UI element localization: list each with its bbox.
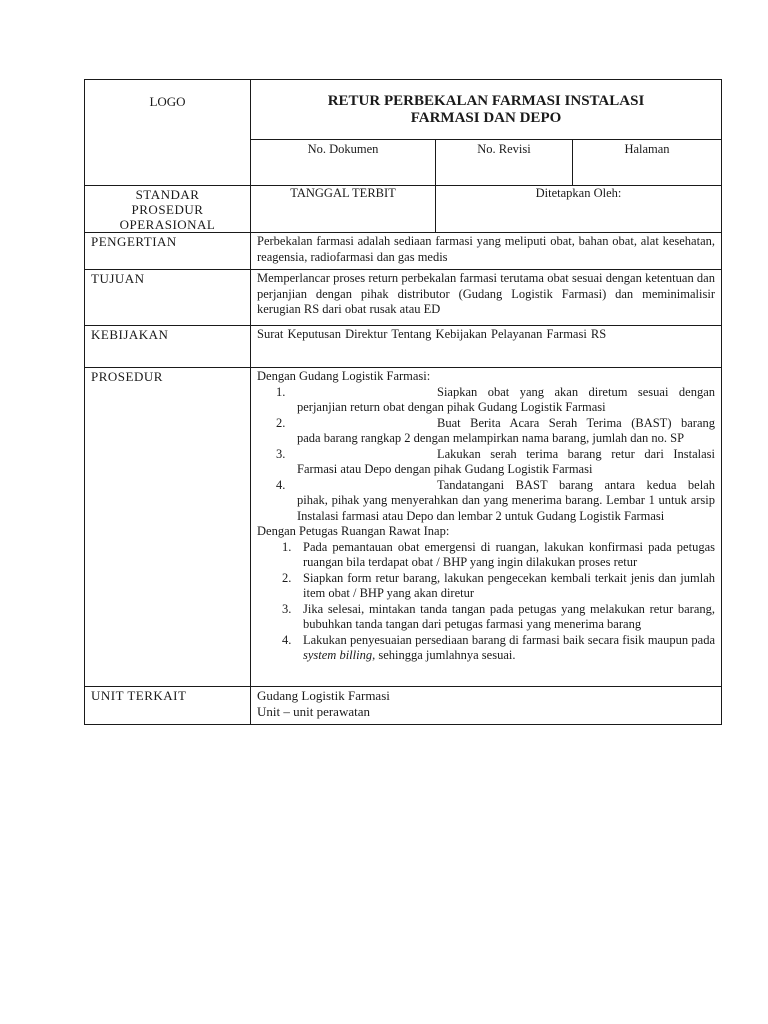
step-text-after: , sehingga jumlahnya sesuai. <box>372 648 516 662</box>
step-text-head: Tandatangani BAST barang antara kedua belah <box>437 477 715 492</box>
list-item <box>257 540 715 571</box>
list-item <box>257 602 715 633</box>
unit-terkait-label: UNIT TERKAIT <box>91 687 187 703</box>
step-text-rest: perjanjian return obat dengan pihak Gudang Logistik Farmasi <box>297 400 606 414</box>
sop-document-table <box>84 79 722 725</box>
title-line-1: RETUR PERBEKALAN FARMASI INSTALASI <box>327 93 645 109</box>
step-number: 4. <box>282 632 292 647</box>
unit-terkait-content <box>251 686 722 724</box>
list-item <box>257 416 715 447</box>
pengertian-label: PENGERTIAN <box>91 234 177 249</box>
prosedur-label-cell <box>85 368 251 687</box>
kebijakan-content <box>251 326 722 368</box>
kebijakan-label: KEBIJAKAN <box>91 327 169 342</box>
step-number: 2. <box>276 415 286 430</box>
pengertian-text: Perbekalan farmasi adalah sediaan farmasi yang meliputi obat, bahan obat, alat kesehatan, reagensia, radiofarmasi dan gas medis <box>257 234 715 264</box>
list-item <box>257 385 715 416</box>
list-item <box>257 447 715 478</box>
step-text-before: Lakukan penyesuaian persediaan barang di farmasi baik secara fisik maupun pada <box>303 632 715 647</box>
step-text-rest: pihak, pihak yang menyerahkan dan yang menerima barang. Lembar 1 untuk arsip Instalasi farmasi atau Depo dan lembar 2 untuk Gudang Logistik Farmasi <box>297 493 715 523</box>
logo-placeholder: LOGO <box>149 94 186 109</box>
logo-cell <box>85 80 251 186</box>
halaman-label: Halaman <box>624 142 670 156</box>
tujuan-label-cell <box>85 270 251 326</box>
unit-terkait-line-1: Gudang Logistik Farmasi <box>257 687 390 703</box>
step-number: 2. <box>282 570 292 585</box>
sop-line-3: OPERASIONAL <box>119 217 216 232</box>
document-title <box>251 80 722 140</box>
step-text-rest: Farmasi atau Depo dengan pihak Gudang Logistik Farmasi <box>297 462 593 476</box>
step-number: 4. <box>276 477 286 492</box>
kebijakan-text: Surat Keputusan Direktur Tentang Kebijakan Pelayanan Farmasi RS <box>257 327 607 341</box>
tujuan-label: TUJUAN <box>91 271 145 286</box>
tanggal-terbit-cell <box>251 186 436 233</box>
no-revisi-label: No. Revisi <box>477 142 531 156</box>
pengertian-content <box>251 233 722 270</box>
unit-terkait-line-2: Unit – unit perawatan <box>257 703 370 719</box>
prosedur-intro-ruangan: Dengan Petugas Ruangan Rawat Inap: <box>257 524 450 538</box>
prosedur-intro-gudang: Dengan Gudang Logistik Farmasi: <box>257 369 431 383</box>
step-number: 1. <box>276 384 286 399</box>
system-billing-term: system billing <box>303 648 373 662</box>
sop-label-cell <box>85 186 251 233</box>
tujuan-text: Memperlancar proses return perbekalan farmasi terutama obat sesuai dengan ketentuan dan perjanjian dengan pihak distributor (Gudang Logistik Farmasi) dan meminimalisir kerugian RS dari obat rusak atau ED <box>257 271 715 316</box>
step-text-head: Buat Berita Acara Serah Terima (BAST) barang <box>437 415 715 430</box>
step-number: 3. <box>276 446 286 461</box>
step-text-rest: pada barang rangkap 2 dengan melampirkan nama barang, jumlah dan no. SP <box>297 431 685 445</box>
kebijakan-label-cell <box>85 326 251 368</box>
list-item <box>257 571 715 602</box>
ditetapkan-label: Ditetapkan Oleh: <box>535 186 622 200</box>
pengertian-label-cell <box>85 233 251 270</box>
halaman-cell <box>573 140 722 186</box>
prosedur-content <box>251 368 722 687</box>
no-dokumen-label: No. Dokumen <box>307 142 379 156</box>
step-text-head: Lakukan serah terima barang retur dari Instalasi <box>437 446 715 461</box>
no-dokumen-cell <box>251 140 436 186</box>
prosedur-label: PROSEDUR <box>91 369 163 384</box>
step-text-head: Siapkan obat yang akan diretum sesuai dengan <box>437 384 715 399</box>
step-text: Siapkan form retur barang, lakukan pengecekan kembali terkait jenis dan jumlah item obat / BHP yang akan diretur <box>303 570 715 600</box>
list-item <box>257 633 715 664</box>
sop-line-1: STANDAR <box>135 187 200 202</box>
step-number: 3. <box>282 601 292 616</box>
step-text: Jika selesai, mintakan tanda tangan pada petugas yang melakukan retur barang, bubuhkan tanda tangan dari petugas farmasi yang menerima barang <box>303 601 715 631</box>
step-text <box>303 633 715 664</box>
tujuan-content <box>251 270 722 326</box>
no-revisi-cell <box>436 140 573 186</box>
prosedur-steps-ruangan <box>257 540 715 664</box>
title-line-2: FARMASI DAN DEPO <box>410 110 562 126</box>
tanggal-terbit-label: TANGGAL TERBIT <box>290 186 396 200</box>
prosedur-steps-gudang <box>257 385 715 525</box>
step-text: Pada pemantauan obat emergensi di ruangan, lakukan konfirmasi pada petugas ruangan bila terdapat obat / BHP yang ingin dilakukan proses retur <box>303 539 715 569</box>
list-item <box>257 478 715 525</box>
step-number: 1. <box>282 539 292 554</box>
sop-line-2: PROSEDUR <box>131 202 204 217</box>
ditetapkan-cell <box>436 186 722 233</box>
unit-terkait-label-cell <box>85 686 251 724</box>
